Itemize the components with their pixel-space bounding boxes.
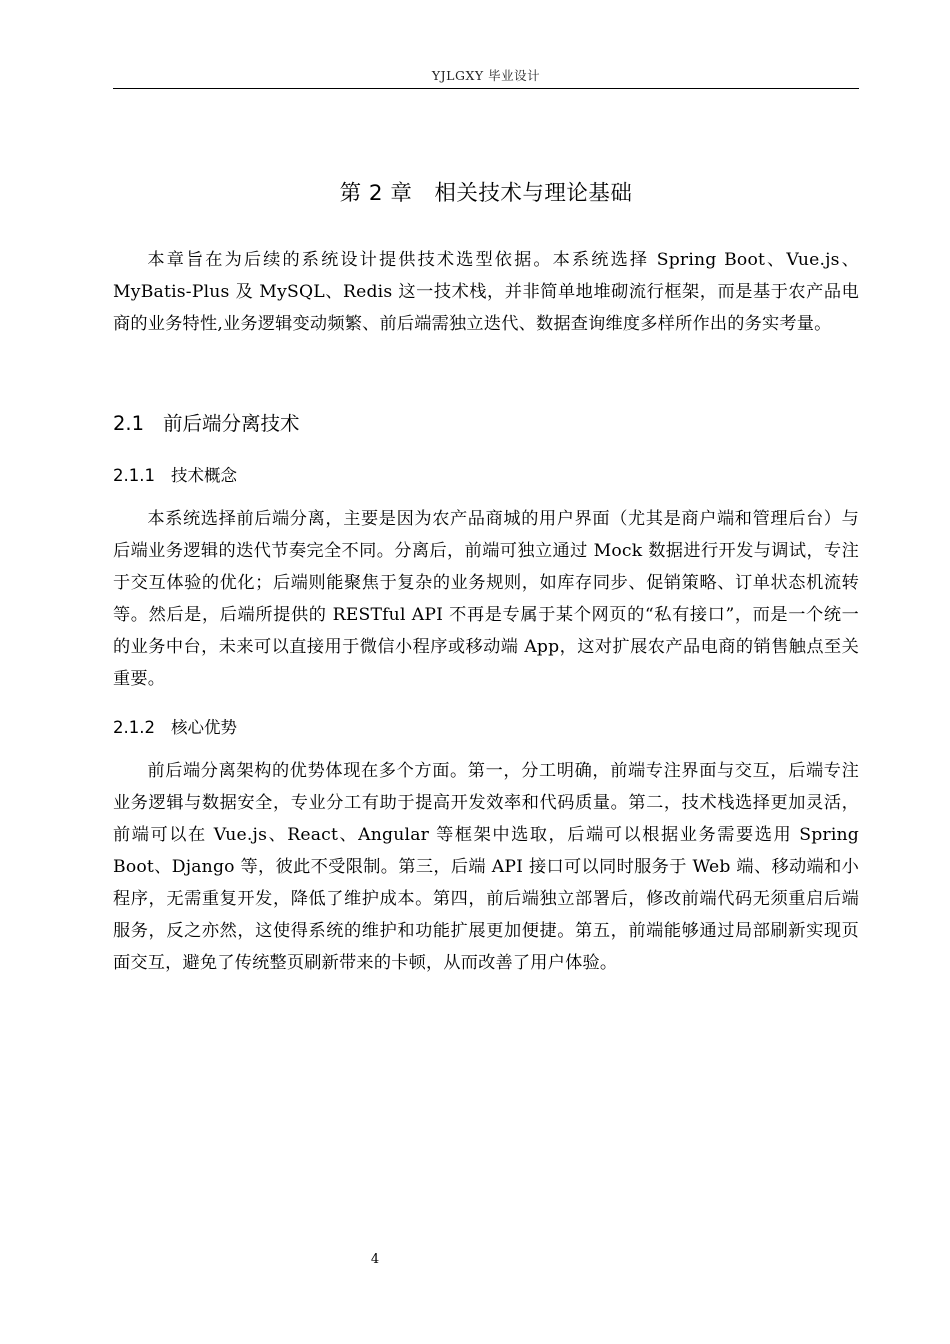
section-title: 前后端分离技术 xyxy=(163,412,300,435)
page-header: YJLGXY 毕业设计 xyxy=(113,64,859,89)
section-heading-2-1 xyxy=(113,408,859,440)
concept-paragraph: 本系统选择前后端分离，主要是因为农产品商城的用户界面（尤其是商户端和管理后台）与后端业务逻辑的迭代节奏完全不同。分离后，前端可独立通过 Mock 数据进行开发与调试，专注于交互体验的优化；后端则能聚焦于复杂的业务规则，如库存同步、促销策略、订单状态机流转等。然后是，后端所提供的 RESTful API 不再是专属于某个网页的“私有接口”，而是一个统一的业务中台，未来可以直接用于微信小程序或移动端 App，这对扩展农产品电商的销售触点至关重要。 xyxy=(113,509,859,689)
subsection-title: 核心优势 xyxy=(171,718,237,737)
subsection-heading-2-1-2 xyxy=(113,714,859,742)
advantages-paragraph: 前后端分离架构的优势体现在多个方面。第一，分工明确，前端专注界面与交互，后端专注业务逻辑与数据安全，专业分工有助于提高开发效率和代码质量。第二，技术栈选择更加灵活，前端可以在 Vue.js、React、Angular 等框架中选取，后端可以根据业务需要选用 Spring Boot、Django 等，彼此不受限制。第三，后端 API 接口可以同时服务于 Web 端、移动端和小程序，无需重复开发，降低了维护成本。第四，前后端独立部署后，修改前端代码无须重启后端服务，反之亦然，这使得系统的维护和功能扩展更加便捷。第五，前端能够通过局部刷新实现页面交互，避免了传统整页刷新带来的卡顿，从而改善了用户体验。 xyxy=(113,761,859,973)
subsection-heading-2-1-1 xyxy=(113,462,859,490)
subsection-number: 2.1.2 xyxy=(113,718,155,737)
subsection-title: 技术概念 xyxy=(171,466,237,485)
section-number: 2.1 xyxy=(113,412,145,435)
subsection-number: 2.1.1 xyxy=(113,466,155,485)
intro-paragraph: 本章旨在为后续的系统设计提供技术选型依据。本系统选择 Spring Boot、Vue.js、MyBatis-Plus 及 MySQL、Redis 这一技术栈，并非简单地堆砌流行框架，而是基于农产品电商的业务特性,业务逻辑变动频繁、前后端需独立迭代、数据查询维度多样所作出的务实考量。 xyxy=(113,250,859,334)
page-number: 4 xyxy=(370,1252,380,1267)
chapter-title: 第 2 章 相关技术与理论基础 xyxy=(339,181,633,206)
